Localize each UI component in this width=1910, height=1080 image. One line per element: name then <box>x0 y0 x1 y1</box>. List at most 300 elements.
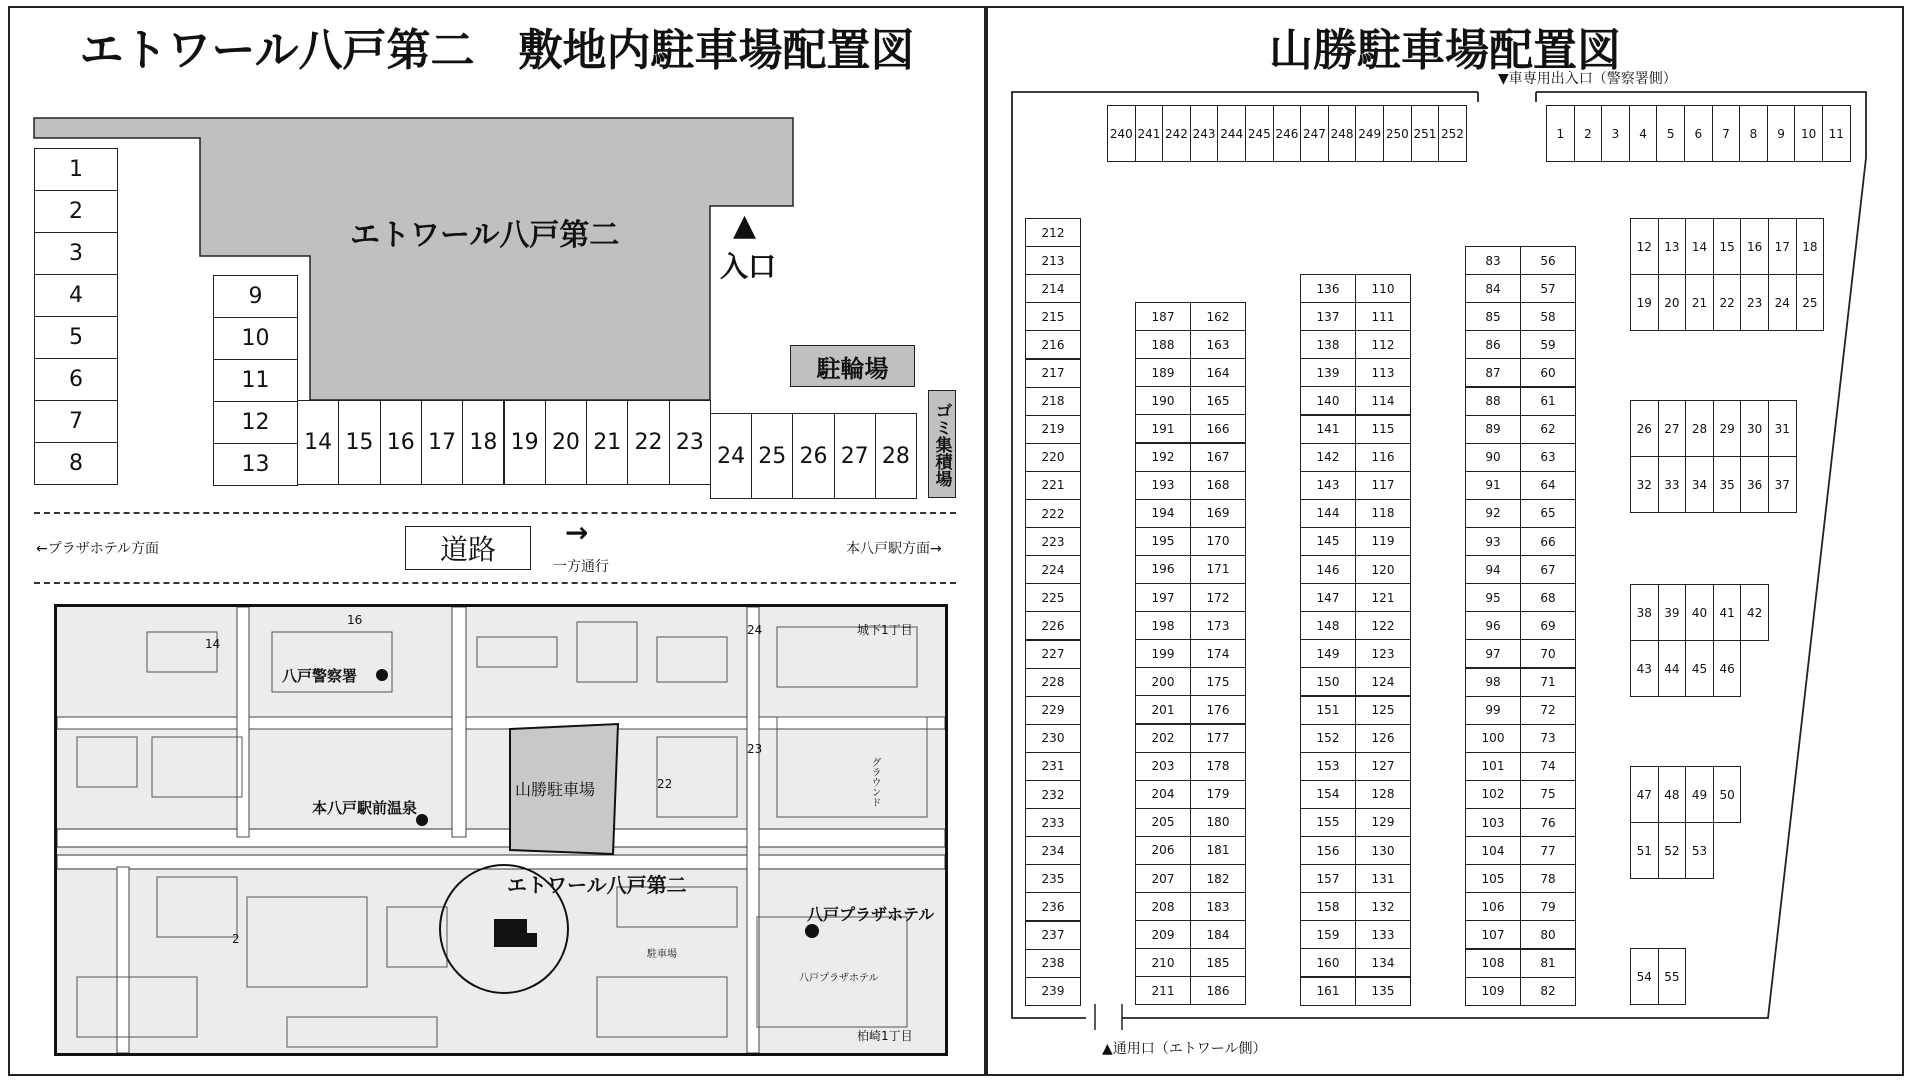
parking-space: 32 <box>1630 456 1659 513</box>
parking-space: 13 <box>1658 218 1687 275</box>
parking-space: 55 <box>1658 948 1687 1005</box>
parking-space: 169 <box>1190 499 1246 528</box>
parking-space: 1 <box>1546 105 1575 162</box>
parking-space: 155 <box>1300 808 1356 837</box>
parking-space: 216 <box>1025 330 1081 359</box>
parking-space: 164 <box>1190 358 1246 387</box>
parking-space: 239 <box>1025 977 1081 1006</box>
parking-space: 73 <box>1520 724 1576 753</box>
parking-space: 222 <box>1025 499 1081 528</box>
parking-space: 133 <box>1355 920 1411 949</box>
map-label-yamakatsu: 山勝駐車場 <box>515 780 596 799</box>
parking-space: 144 <box>1300 499 1356 528</box>
parking-space: 170 <box>1190 527 1246 556</box>
parking-space: 227 <box>1025 640 1081 669</box>
parking-space: 243 <box>1190 105 1219 162</box>
parking-space: 51 <box>1630 822 1659 879</box>
parking-space: 204 <box>1135 780 1191 809</box>
parking-space: 134 <box>1355 948 1411 977</box>
parking-space: 16 <box>380 400 422 485</box>
parking-space: 122 <box>1355 611 1411 640</box>
parking-space: 97 <box>1465 639 1521 668</box>
parking-space: 129 <box>1355 808 1411 837</box>
parking-space: 175 <box>1190 667 1246 696</box>
parking-space: 94 <box>1465 555 1521 584</box>
parking-space: 10 <box>213 317 298 360</box>
parking-space: 86 <box>1465 330 1521 359</box>
bicycle-parking: 駐輪場 <box>790 345 915 387</box>
parking-space: 110 <box>1355 274 1411 303</box>
parking-space: 213 <box>1025 246 1081 275</box>
parking-space: 142 <box>1300 443 1356 472</box>
parking-space: 54 <box>1630 948 1659 1005</box>
parking-space: 81 <box>1520 949 1576 978</box>
parking-space: 240 <box>1107 105 1136 162</box>
parking-space: 247 <box>1300 105 1329 162</box>
parking-space: 101 <box>1465 752 1521 781</box>
parking-space: 108 <box>1465 949 1521 978</box>
parking-space: 230 <box>1025 724 1081 753</box>
parking-space: 174 <box>1190 639 1246 668</box>
parking-space: 56 <box>1520 246 1576 275</box>
parking-space: 91 <box>1465 471 1521 500</box>
parking-space: 13 <box>213 443 298 486</box>
parking-space: 20 <box>545 400 587 485</box>
parking-space: 7 <box>1712 105 1741 162</box>
parking-space: 19 <box>504 400 546 485</box>
parking-space: 137 <box>1300 302 1356 331</box>
parking-space: 28 <box>875 413 917 499</box>
parking-space: 121 <box>1355 583 1411 612</box>
parking-space: 98 <box>1465 668 1521 697</box>
parking-space: 203 <box>1135 752 1191 781</box>
parking-space: 83 <box>1465 246 1521 275</box>
map-label-etoile: エトワール八戸第二 <box>507 873 687 897</box>
parking-space: 211 <box>1135 976 1191 1005</box>
parking-space: 184 <box>1190 920 1246 949</box>
parking-space: 167 <box>1190 443 1246 472</box>
parking-space: 127 <box>1355 752 1411 781</box>
parking-space: 235 <box>1025 864 1081 893</box>
parking-space: 209 <box>1135 920 1191 949</box>
parking-space: 103 <box>1465 808 1521 837</box>
parking-space: 84 <box>1465 274 1521 303</box>
parking-space: 64 <box>1520 471 1576 500</box>
parking-space: 191 <box>1135 414 1191 443</box>
parking-space: 111 <box>1355 302 1411 331</box>
parking-space: 168 <box>1190 471 1246 500</box>
parking-space: 105 <box>1465 864 1521 893</box>
parking-space: 15 <box>338 400 380 485</box>
parking-space: 109 <box>1465 977 1521 1006</box>
parking-space: 153 <box>1300 752 1356 781</box>
parking-space: 107 <box>1465 920 1521 949</box>
parking-space: 251 <box>1411 105 1440 162</box>
parking-space: 30 <box>1740 400 1769 457</box>
parking-space: 248 <box>1328 105 1357 162</box>
parking-space: 160 <box>1300 948 1356 977</box>
parking-space: 154 <box>1300 780 1356 809</box>
parking-space: 100 <box>1465 724 1521 753</box>
parking-space: 96 <box>1465 611 1521 640</box>
parking-space: 31 <box>1768 400 1797 457</box>
parking-space: 80 <box>1520 920 1576 949</box>
parking-space: 45 <box>1685 640 1714 697</box>
map-label-2: 2 <box>232 932 240 946</box>
parking-space: 231 <box>1025 752 1081 781</box>
parking-space: 218 <box>1025 387 1081 416</box>
parking-space: 28 <box>1685 400 1714 457</box>
parking-space: 118 <box>1355 499 1411 528</box>
vehicle-entrance-label: ▼車専用出入口（警察署側） <box>1498 71 1677 87</box>
parking-space: 9 <box>1767 105 1796 162</box>
parking-space: 136 <box>1300 274 1356 303</box>
parking-space: 104 <box>1465 836 1521 865</box>
parking-space: 219 <box>1025 415 1081 444</box>
parking-space: 143 <box>1300 471 1356 500</box>
map-label-16: 16 <box>347 613 363 627</box>
parking-space: 176 <box>1190 695 1246 724</box>
parking-space: 25 <box>1796 274 1825 331</box>
parking-space: 79 <box>1520 892 1576 921</box>
parking-space: 148 <box>1300 611 1356 640</box>
parking-space: 161 <box>1300 977 1356 1006</box>
parking-space: 177 <box>1190 724 1246 753</box>
parking-space: 18 <box>1796 218 1825 275</box>
parking-space: 14 <box>297 400 339 485</box>
parking-space: 130 <box>1355 836 1411 865</box>
parking-space: 8 <box>34 442 118 485</box>
parking-space: 159 <box>1300 920 1356 949</box>
parking-space: 62 <box>1520 415 1576 444</box>
parking-space: 224 <box>1025 555 1081 584</box>
parking-space: 214 <box>1025 274 1081 303</box>
entrance-label: 入口 <box>720 250 777 283</box>
parking-space: 50 <box>1713 766 1742 823</box>
parking-space: 120 <box>1355 555 1411 584</box>
parking-space: 3 <box>1601 105 1630 162</box>
parking-space: 215 <box>1025 302 1081 331</box>
parking-space: 52 <box>1658 822 1687 879</box>
parking-space: 2 <box>1574 105 1603 162</box>
parking-space: 242 <box>1162 105 1191 162</box>
parking-space: 72 <box>1520 696 1576 725</box>
map-label-ground: グラウンド <box>869 757 880 807</box>
parking-space: 189 <box>1135 358 1191 387</box>
parking-space: 232 <box>1025 780 1081 809</box>
parking-space: 1 <box>34 148 118 191</box>
parking-space: 23 <box>1740 274 1769 331</box>
parking-space: 87 <box>1465 358 1521 387</box>
parking-space: 135 <box>1355 977 1411 1006</box>
parking-space: 149 <box>1300 639 1356 668</box>
parking-space: 186 <box>1190 976 1246 1005</box>
parking-space: 106 <box>1465 892 1521 921</box>
parking-space: 24 <box>710 413 752 499</box>
parking-space: 37 <box>1768 456 1797 513</box>
parking-space: 29 <box>1713 400 1742 457</box>
parking-space: 10 <box>1794 105 1823 162</box>
parking-space: 185 <box>1190 948 1246 977</box>
parking-space: 146 <box>1300 555 1356 584</box>
parking-space: 48 <box>1658 766 1687 823</box>
parking-space: 12 <box>1630 218 1659 275</box>
parking-space: 57 <box>1520 274 1576 303</box>
parking-space: 34 <box>1685 456 1714 513</box>
parking-space: 190 <box>1135 386 1191 415</box>
parking-space: 151 <box>1300 696 1356 725</box>
parking-space: 27 <box>834 413 876 499</box>
parking-space: 4 <box>1629 105 1658 162</box>
parking-space: 249 <box>1355 105 1384 162</box>
parking-space: 58 <box>1520 302 1576 331</box>
parking-space: 117 <box>1355 471 1411 500</box>
parking-space: 199 <box>1135 639 1191 668</box>
parking-space: 70 <box>1520 639 1576 668</box>
parking-space: 226 <box>1025 611 1081 640</box>
map-label-onsen: 本八戸駅前温泉 <box>312 799 418 817</box>
parking-space: 11 <box>1822 105 1851 162</box>
road-arrow: → <box>565 516 589 549</box>
parking-space: 43 <box>1630 640 1659 697</box>
parking-space: 88 <box>1465 387 1521 416</box>
road-label: 道路 <box>405 526 531 570</box>
parking-space: 59 <box>1520 330 1576 359</box>
parking-space: 41 <box>1713 584 1742 641</box>
parking-space: 245 <box>1245 105 1274 162</box>
map-label-14: 14 <box>205 637 221 651</box>
parking-space: 172 <box>1190 583 1246 612</box>
entrance-mark: ▲ <box>733 208 757 243</box>
parking-space: 165 <box>1190 386 1246 415</box>
map-label-kashiwazaki: 柏崎1丁目 <box>857 1029 913 1043</box>
parking-space: 112 <box>1355 330 1411 359</box>
parking-space: 183 <box>1190 892 1246 921</box>
right-direction-label: 本八戸駅方面→ <box>846 541 942 557</box>
parking-space: 212 <box>1025 218 1081 247</box>
parking-space: 200 <box>1135 667 1191 696</box>
parking-space: 196 <box>1135 555 1191 584</box>
parking-space: 26 <box>1630 400 1659 457</box>
parking-space: 125 <box>1355 696 1411 725</box>
parking-space: 244 <box>1217 105 1246 162</box>
parking-space: 220 <box>1025 443 1081 472</box>
parking-space: 173 <box>1190 611 1246 640</box>
parking-space: 61 <box>1520 387 1576 416</box>
parking-space: 92 <box>1465 499 1521 528</box>
parking-space: 44 <box>1658 640 1687 697</box>
parking-space: 99 <box>1465 696 1521 725</box>
parking-space: 8 <box>1739 105 1768 162</box>
parking-space: 182 <box>1190 864 1246 893</box>
parking-space: 40 <box>1685 584 1714 641</box>
parking-space: 252 <box>1438 105 1467 162</box>
parking-space: 195 <box>1135 527 1191 556</box>
map-label-police: 八戸警察署 <box>282 667 358 685</box>
parking-space: 238 <box>1025 949 1081 978</box>
parking-space: 102 <box>1465 780 1521 809</box>
map-label-plaza-hotel-small: 八戸プラザホテル <box>799 973 879 984</box>
parking-space: 192 <box>1135 443 1191 472</box>
parking-space: 139 <box>1300 358 1356 387</box>
map-label-plaza-hotel: 八戸プラザホテル <box>807 905 935 924</box>
parking-space: 65 <box>1520 499 1576 528</box>
parking-space: 166 <box>1190 414 1246 443</box>
right-title: 山勝駐車場配置図 <box>1269 25 1621 76</box>
parking-space: 181 <box>1190 836 1246 865</box>
parking-space: 187 <box>1135 302 1191 331</box>
parking-space: 12 <box>213 401 298 444</box>
parking-space: 15 <box>1713 218 1742 275</box>
parking-space: 126 <box>1355 724 1411 753</box>
parking-space: 67 <box>1520 555 1576 584</box>
parking-space: 123 <box>1355 639 1411 668</box>
left-title: エトワール八戸第二 敷地内駐車場配置図 <box>79 25 915 76</box>
parking-space: 208 <box>1135 892 1191 921</box>
building-label: エトワール八戸第二 <box>350 218 620 253</box>
parking-space: 223 <box>1025 527 1081 556</box>
parking-space: 22 <box>1713 274 1742 331</box>
parking-space: 162 <box>1190 302 1246 331</box>
parking-space: 23 <box>669 400 711 485</box>
parking-space: 71 <box>1520 668 1576 697</box>
parking-space: 49 <box>1685 766 1714 823</box>
parking-space: 68 <box>1520 583 1576 612</box>
parking-space: 241 <box>1135 105 1164 162</box>
parking-space: 171 <box>1190 555 1246 584</box>
parking-space: 250 <box>1383 105 1412 162</box>
parking-space: 193 <box>1135 471 1191 500</box>
parking-space: 74 <box>1520 752 1576 781</box>
parking-space: 7 <box>34 400 118 443</box>
garbage-area: ゴミ集積場 <box>928 390 956 498</box>
parking-space: 4 <box>34 274 118 317</box>
parking-space: 5 <box>1656 105 1685 162</box>
parking-space: 228 <box>1025 668 1081 697</box>
parking-space: 138 <box>1300 330 1356 359</box>
parking-space: 113 <box>1355 358 1411 387</box>
parking-space: 207 <box>1135 864 1191 893</box>
parking-space: 140 <box>1300 386 1356 415</box>
parking-space: 180 <box>1190 808 1246 837</box>
parking-space: 152 <box>1300 724 1356 753</box>
parking-space: 124 <box>1355 667 1411 696</box>
parking-space: 38 <box>1630 584 1659 641</box>
parking-space: 115 <box>1355 415 1411 444</box>
parking-space: 17 <box>421 400 463 485</box>
parking-space: 46 <box>1713 640 1742 697</box>
parking-space: 202 <box>1135 724 1191 753</box>
parking-space: 206 <box>1135 836 1191 865</box>
parking-space: 85 <box>1465 302 1521 331</box>
parking-space: 33 <box>1658 456 1687 513</box>
parking-space: 76 <box>1520 808 1576 837</box>
left-direction-label: ←プラザホテル方面 <box>36 541 160 557</box>
one-way-label: 一方通行 <box>553 559 609 575</box>
parking-space: 234 <box>1025 836 1081 865</box>
parking-space: 246 <box>1273 105 1302 162</box>
parking-space: 36 <box>1740 456 1769 513</box>
map-label-jokaku: 城下1丁目 <box>857 623 913 637</box>
map-label-24: 24 <box>747 623 763 637</box>
parking-space: 2 <box>34 190 118 233</box>
parking-space: 89 <box>1465 415 1521 444</box>
parking-space: 114 <box>1355 386 1411 415</box>
parking-space: 93 <box>1465 527 1521 556</box>
parking-space: 78 <box>1520 864 1576 893</box>
parking-space: 158 <box>1300 892 1356 921</box>
parking-space: 237 <box>1025 921 1081 950</box>
parking-space: 60 <box>1520 358 1576 387</box>
parking-space: 22 <box>627 400 669 485</box>
parking-space: 179 <box>1190 780 1246 809</box>
parking-space: 141 <box>1300 415 1356 444</box>
map-label-parking: 駐車場 <box>647 949 677 960</box>
parking-space: 82 <box>1520 977 1576 1006</box>
map-label-22: 22 <box>657 777 673 791</box>
parking-space: 39 <box>1658 584 1687 641</box>
parking-space: 25 <box>751 413 793 499</box>
parking-space: 116 <box>1355 443 1411 472</box>
parking-space: 16 <box>1740 218 1769 275</box>
parking-space: 19 <box>1630 274 1659 331</box>
parking-space: 6 <box>1684 105 1713 162</box>
parking-space: 11 <box>213 359 298 402</box>
parking-space: 90 <box>1465 443 1521 472</box>
parking-space: 9 <box>213 275 298 318</box>
parking-space: 131 <box>1355 864 1411 893</box>
parking-space: 221 <box>1025 471 1081 500</box>
parking-space: 6 <box>34 358 118 401</box>
parking-space: 194 <box>1135 499 1191 528</box>
parking-space: 157 <box>1300 864 1356 893</box>
parking-space: 17 <box>1768 218 1797 275</box>
parking-space: 236 <box>1025 892 1081 921</box>
parking-space: 14 <box>1685 218 1714 275</box>
parking-space: 69 <box>1520 611 1576 640</box>
parking-space: 3 <box>34 232 118 275</box>
parking-space: 20 <box>1658 274 1687 331</box>
parking-space: 66 <box>1520 527 1576 556</box>
parking-space: 21 <box>586 400 628 485</box>
parking-space: 150 <box>1300 667 1356 696</box>
parking-space: 178 <box>1190 752 1246 781</box>
parking-space: 42 <box>1740 584 1769 641</box>
parking-space: 147 <box>1300 583 1356 612</box>
parking-space: 145 <box>1300 527 1356 556</box>
parking-space: 225 <box>1025 583 1081 612</box>
parking-space: 47 <box>1630 766 1659 823</box>
map-label-23: 23 <box>747 742 763 756</box>
parking-space: 95 <box>1465 583 1521 612</box>
parking-space: 119 <box>1355 527 1411 556</box>
parking-space: 35 <box>1713 456 1742 513</box>
parking-space: 156 <box>1300 836 1356 865</box>
parking-space: 197 <box>1135 583 1191 612</box>
parking-space: 132 <box>1355 892 1411 921</box>
parking-space: 163 <box>1190 330 1246 359</box>
parking-space: 5 <box>34 316 118 359</box>
parking-space: 210 <box>1135 948 1191 977</box>
parking-space: 128 <box>1355 780 1411 809</box>
parking-space: 18 <box>462 400 504 485</box>
parking-space: 75 <box>1520 780 1576 809</box>
parking-space: 27 <box>1658 400 1687 457</box>
parking-space: 233 <box>1025 808 1081 837</box>
parking-space: 188 <box>1135 330 1191 359</box>
parking-space: 229 <box>1025 696 1081 725</box>
parking-space: 205 <box>1135 808 1191 837</box>
